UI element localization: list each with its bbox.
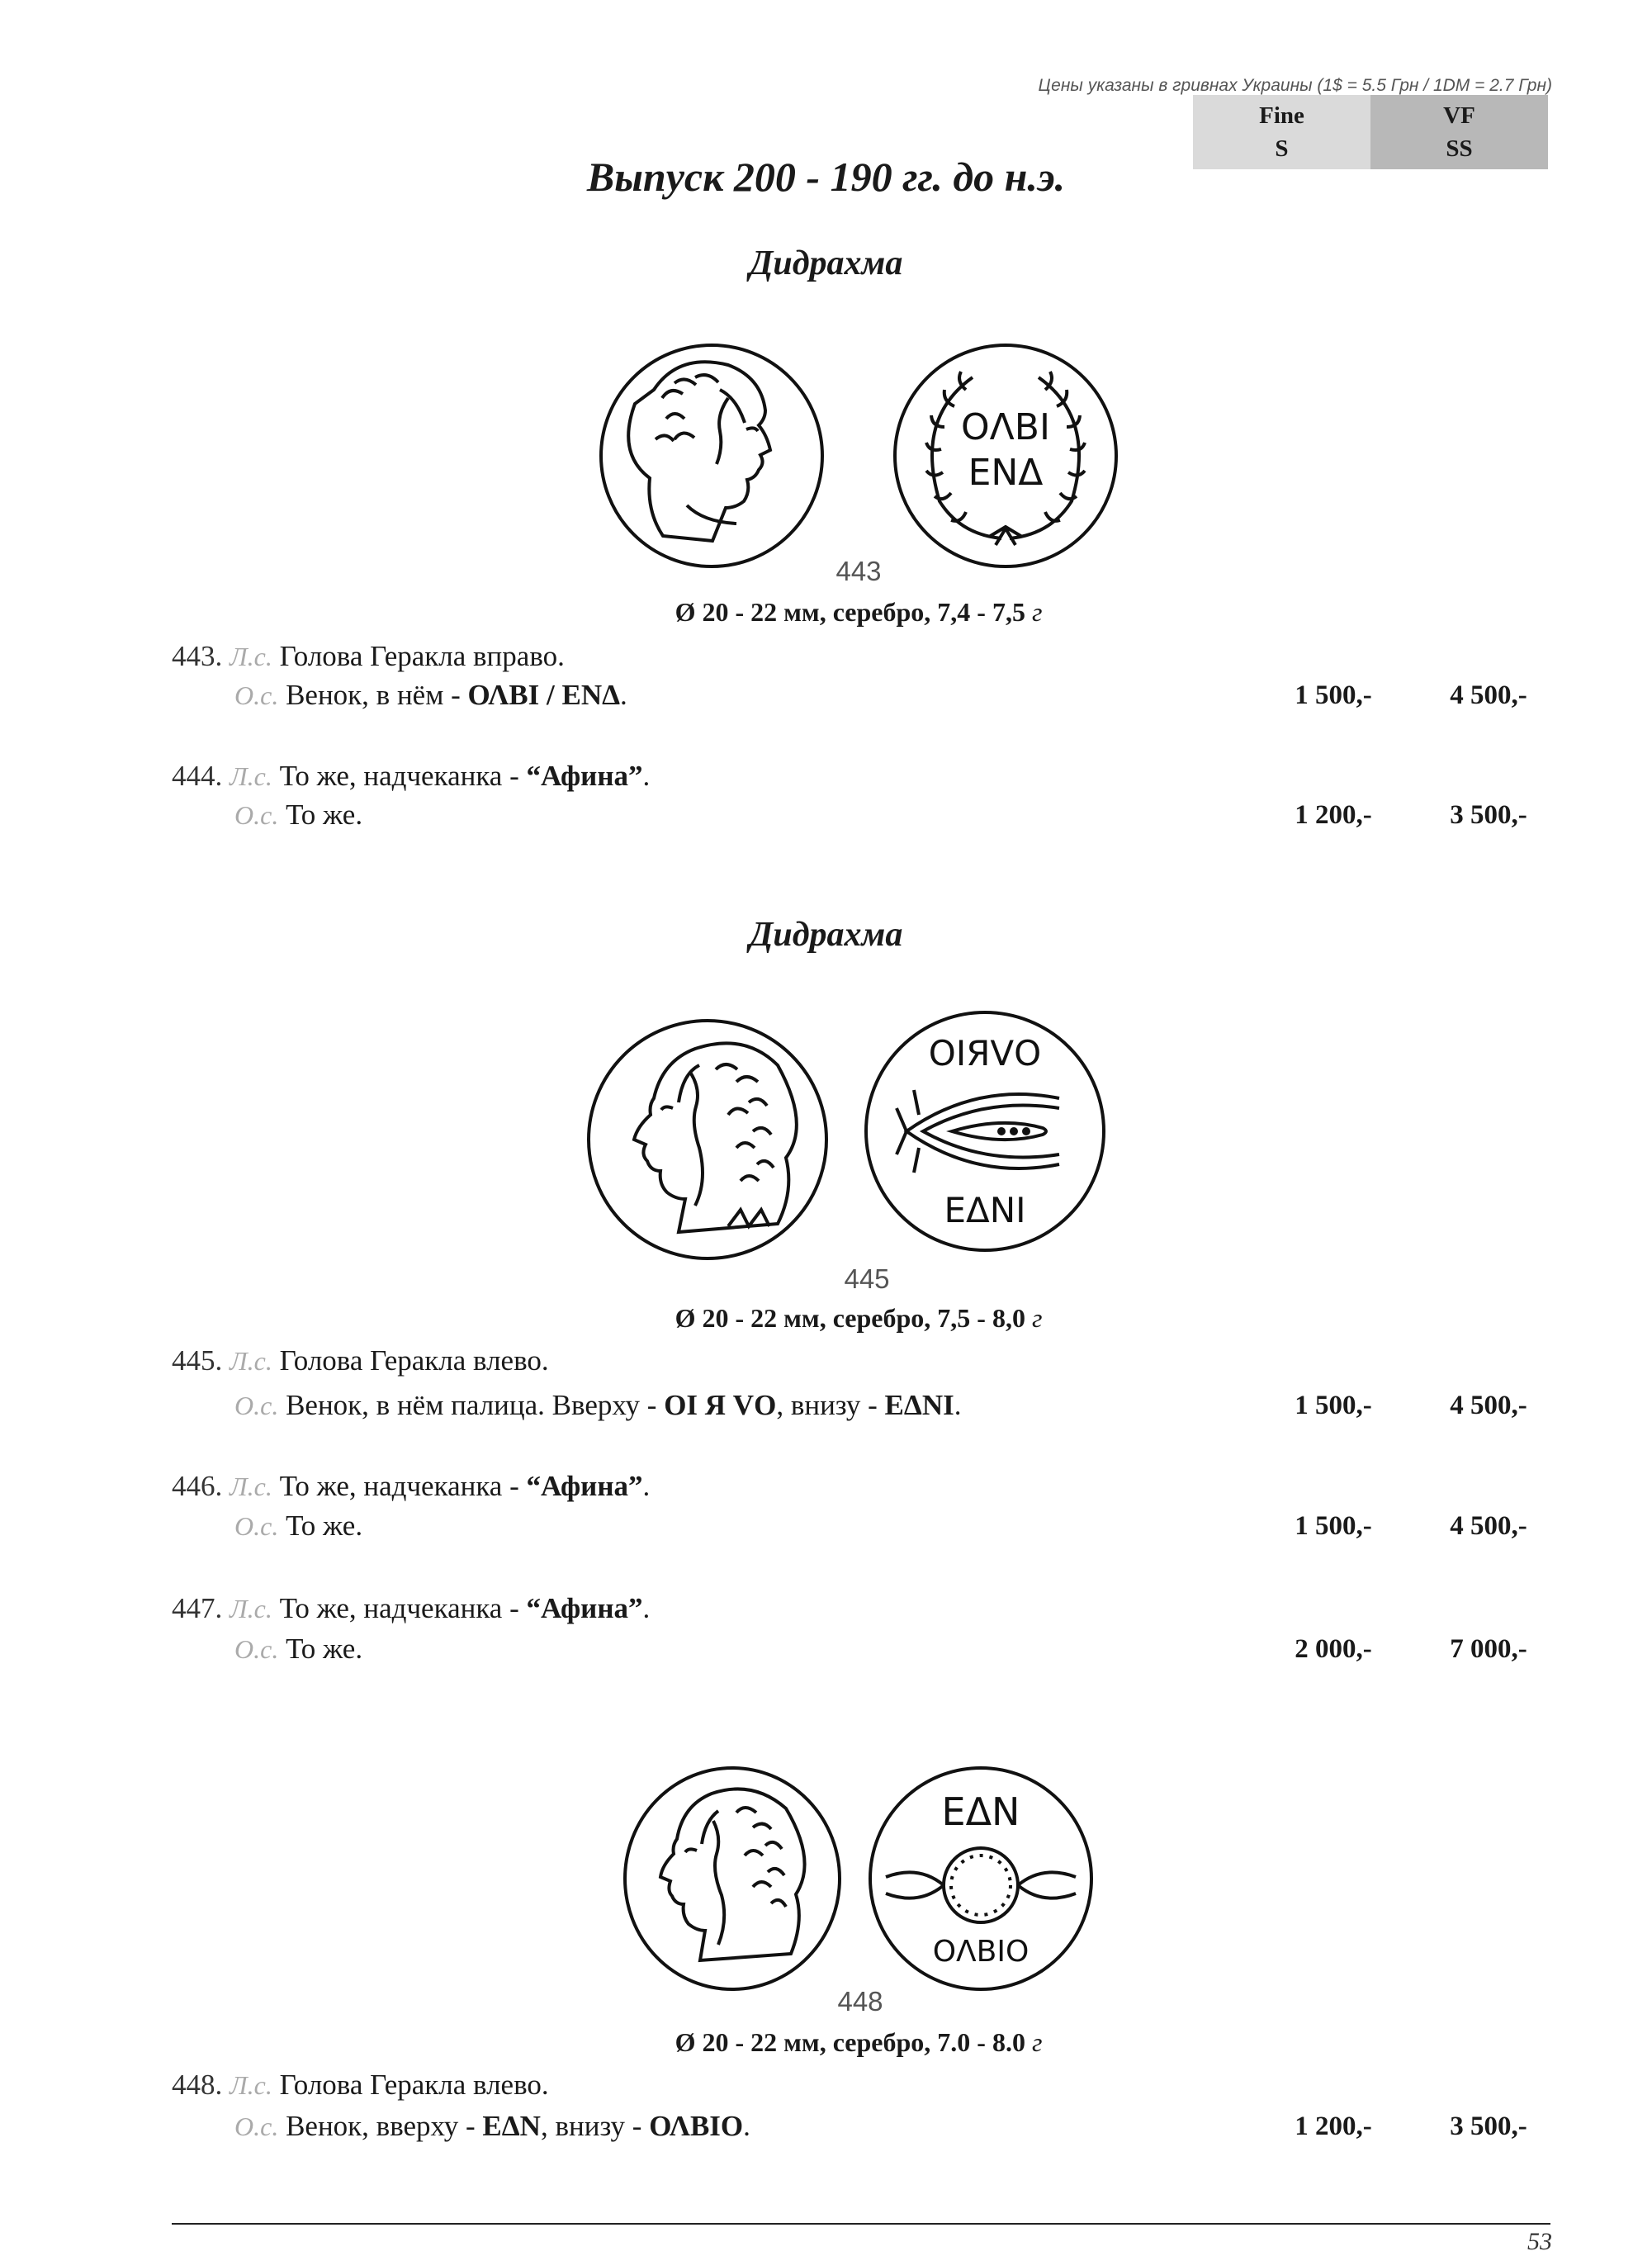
obverse-abbr: Л.с. [230, 761, 272, 791]
coin-445-obverse-image [584, 1016, 831, 1263]
reverse-abbr: О.с. [234, 1634, 279, 1664]
footer-rule [172, 2223, 1550, 2225]
reverse-abbr: О.с. [234, 1511, 279, 1541]
entry-number: 448. [172, 2069, 223, 2101]
reverse-mid: , внизу - [776, 1389, 885, 1421]
obverse-tail: . [642, 760, 651, 792]
reverse-description: Венок, вверху - [286, 2110, 483, 2142]
grade-label: S [1275, 135, 1289, 162]
coin-443-obverse-image [596, 340, 827, 571]
obverse-abbr: Л.с. [230, 642, 272, 671]
reverse-abbr: О.с. [234, 2111, 279, 2141]
coin-448-reverse-image [865, 1763, 1096, 1994]
reverse-abbr: О.с. [234, 680, 279, 710]
catalog-entry-reverse [234, 1389, 961, 1422]
obverse-tail: . [642, 1592, 651, 1624]
coin-type-heading: Дидрахма [749, 916, 903, 954]
coin-spec-text: Ø 20 - 22 мм, серебро, 7,4 - 7,5 [675, 597, 1025, 627]
obverse-tail: . [642, 1470, 651, 1502]
price-vf: 7 000,- [1450, 1634, 1527, 1664]
reverse-abbr: О.с. [234, 1391, 279, 1420]
price-note: Цены указаны в гривнах Украины (1$ = 5.5 Грн / 1DM = 2.7 Грн) [1038, 76, 1552, 95]
coin-443-reverse-image [890, 340, 1121, 571]
reverse-legend: ΟΛΒΙ / ΕΝΔ [467, 679, 621, 711]
countermark-name: “Афина” [526, 1470, 643, 1502]
coin-spec-text: Ø 20 - 22 мм, серебро, 7.0 - 8.0 [675, 2027, 1025, 2057]
reverse-description: Венок, в нём - [286, 679, 468, 711]
catalog-entry-obverse [172, 640, 565, 673]
countermark-name: “Афина” [526, 1592, 643, 1624]
entry-number: 447. [172, 1592, 223, 1624]
page-number: 53 [1527, 2228, 1552, 2255]
coin-number-label: 448 [837, 1986, 883, 2017]
reverse-description: То же. [286, 1633, 363, 1665]
price-vf: 4 500,- [1450, 680, 1527, 710]
price-fine: 1 200,- [1295, 2111, 1372, 2141]
catalog-entry-obverse [172, 1470, 650, 1503]
obverse-abbr: Л.с. [230, 1472, 272, 1501]
price-vf: 4 500,- [1450, 1391, 1527, 1420]
reverse-description: То же. [286, 1510, 363, 1542]
catalog-entry-reverse [234, 799, 362, 832]
coin-spec-unit: г [1031, 597, 1043, 627]
catalog-entry-reverse [234, 2110, 750, 2143]
obverse-description: То же, надчеканка - [279, 1592, 527, 1624]
price-fine: 2 000,- [1295, 1634, 1372, 1664]
coin-448-obverse-image [621, 1763, 844, 1994]
price-vf: 4 500,- [1450, 1511, 1527, 1541]
entry-number: 446. [172, 1470, 223, 1502]
entry-number: 444. [172, 760, 223, 792]
obverse-description: То же, надчеканка - [279, 1470, 527, 1502]
coin-type-heading: Дидрахма [749, 244, 903, 282]
grade-label: SS [1446, 135, 1473, 162]
coin-spec [0, 597, 1652, 628]
reverse-legend: ΕΔΝ [482, 2110, 541, 2142]
obverse-abbr: Л.с. [230, 1346, 272, 1376]
catalog-entry-reverse [234, 1510, 362, 1543]
reverse-legend: ΕΔΝΙ [884, 1389, 954, 1421]
reverse-mid: , внизу - [540, 2110, 650, 2142]
coin-legend: ΕΔΝ [941, 1789, 1020, 1834]
coin-legend: ΟΙЯVΟ [928, 1033, 1042, 1073]
obverse-abbr: Л.с. [230, 1594, 272, 1623]
price-vf: 3 500,- [1450, 2111, 1527, 2141]
reverse-description: То же. [286, 799, 363, 831]
entry-number: 445. [172, 1344, 223, 1377]
price-fine: 1 500,- [1295, 1391, 1372, 1420]
grade-label: VF [1443, 102, 1475, 129]
coin-spec [0, 2027, 1652, 2058]
countermark-name: “Афина” [526, 760, 643, 792]
section-title: Выпуск 200 - 190 гг. до н.э. [586, 154, 1066, 200]
reverse-abbr: О.с. [234, 800, 279, 830]
obverse-description: То же, надчеканка - [279, 760, 527, 792]
entry-number: 443. [172, 640, 223, 672]
obverse-description: Голова Геракла вправо. [279, 640, 565, 672]
coin-number-label: 443 [835, 556, 882, 586]
reverse-description: Венок, в нём палица. Вверху - [286, 1389, 665, 1421]
price-fine: 1 200,- [1295, 800, 1372, 830]
coin-spec-unit: г [1031, 1303, 1043, 1333]
coin-legend: ΕΔΝΙ [944, 1190, 1026, 1230]
obverse-description: Голова Геракла влево. [279, 1344, 549, 1377]
catalog-entry-reverse [234, 1633, 362, 1666]
catalog-entry-obverse [172, 1344, 549, 1377]
coin-spec-text: Ø 20 - 22 мм, серебро, 7,5 - 8,0 [675, 1303, 1025, 1333]
obverse-description: Голова Геракла влево. [279, 2069, 549, 2101]
catalog-entry-obverse [172, 760, 650, 793]
reverse-tail: . [954, 1389, 962, 1421]
reverse-legend: ΟΙ Я VΟ [664, 1389, 777, 1421]
coin-legend: ΕΝΔ [968, 452, 1044, 494]
price-vf: 3 500,- [1450, 800, 1527, 830]
catalog-entry-obverse [172, 2069, 549, 2102]
reverse-tail: . [620, 679, 627, 711]
coin-legend: ΟΛΒΙΟ [932, 1935, 1030, 1969]
catalog-entry-obverse [172, 1592, 650, 1625]
reverse-legend: ΟΛΒΙΟ [649, 2110, 744, 2142]
coin-number-label: 445 [844, 1263, 890, 1294]
reverse-tail: . [743, 2110, 750, 2142]
coin-legend: ΟΛΒΙ [961, 406, 1050, 448]
catalog-entry-reverse [234, 679, 627, 712]
grade-label: Fine [1259, 102, 1304, 129]
obverse-abbr: Л.с. [230, 2070, 272, 2100]
coin-445-reverse-image [861, 1007, 1109, 1255]
coin-spec [0, 1303, 1652, 1334]
price-fine: 1 500,- [1295, 1511, 1372, 1541]
price-fine: 1 500,- [1295, 680, 1372, 710]
coin-spec-unit: г [1031, 2027, 1043, 2057]
